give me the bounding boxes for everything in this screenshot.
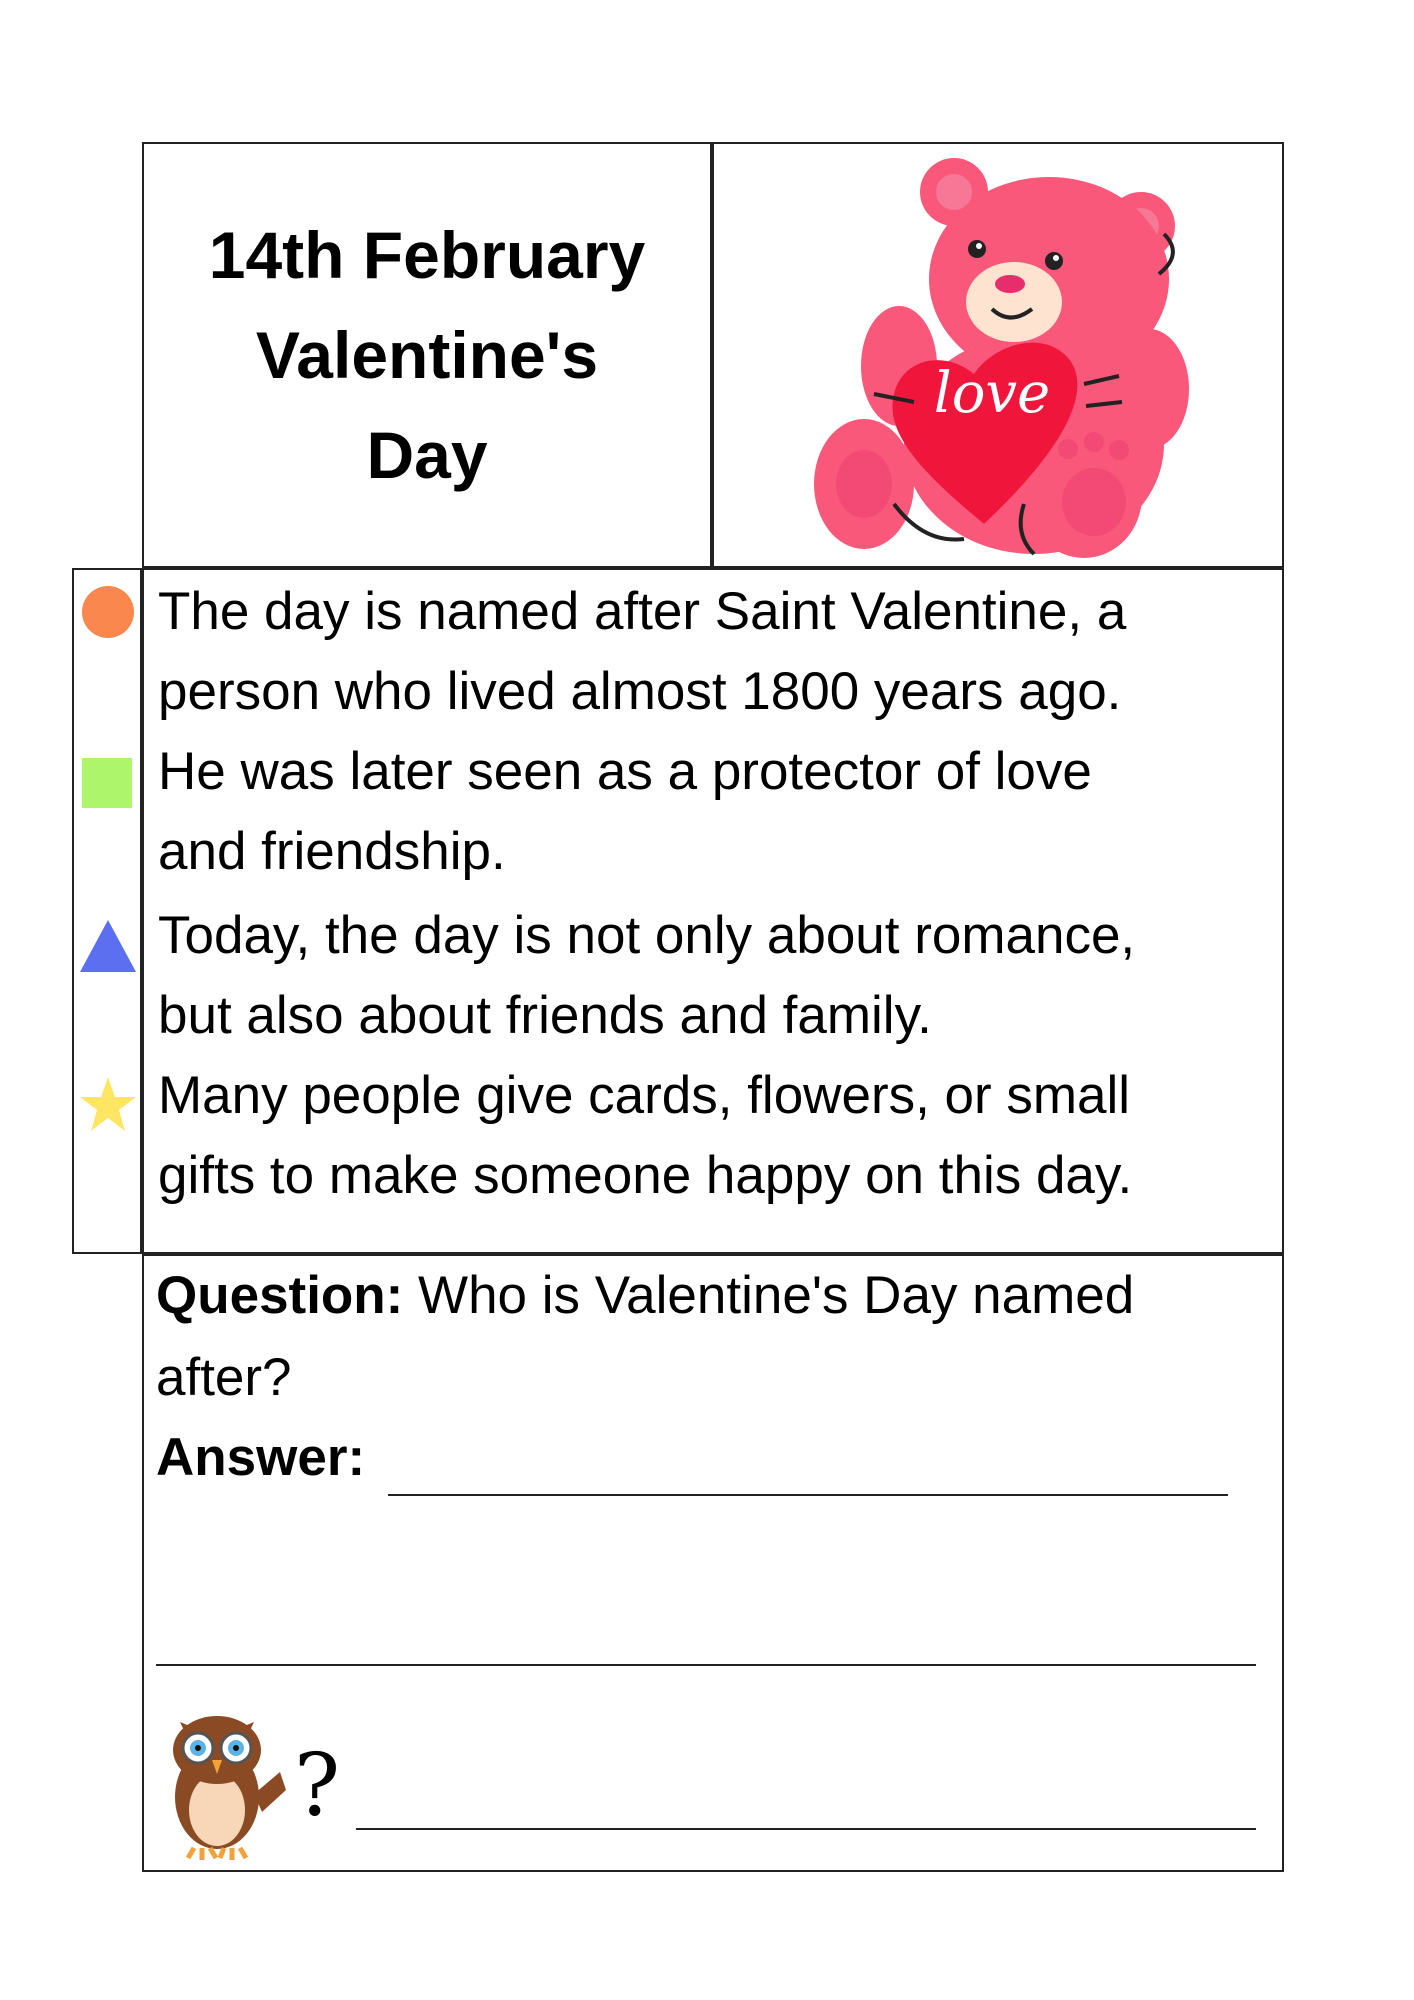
answer-line-1[interactable] xyxy=(388,1494,1228,1496)
question-label: Question: xyxy=(156,1266,404,1325)
question-line-cont: after? xyxy=(156,1348,292,1407)
orange-circle-icon xyxy=(78,582,138,642)
question-answer-cell xyxy=(142,1254,1284,1872)
title-cell xyxy=(142,142,712,568)
heart-text: love xyxy=(933,361,1051,426)
info-text-cell xyxy=(142,568,1284,1254)
title-line-2: Valentine's xyxy=(255,318,599,392)
symbol-column xyxy=(72,568,142,1254)
green-square-icon xyxy=(80,756,134,810)
answer-label: Answer: xyxy=(156,1428,366,1487)
owl-thumbs-up-icon xyxy=(162,1702,292,1862)
answer-line-2[interactable] xyxy=(156,1664,1256,1666)
answer-line-3[interactable] xyxy=(356,1828,1256,1830)
teddy-bear-with-heart-icon xyxy=(714,144,1282,566)
paragraph-3: Today, the day is not only about romance, but also about friends and family. xyxy=(158,906,1136,1045)
paragraph-4: Many people give cards, flowers, or small gifts to make someone happy on this day. xyxy=(158,1066,1133,1205)
page-title xyxy=(209,205,645,505)
blue-triangle-icon xyxy=(78,918,138,974)
title-line-1: 14th February xyxy=(208,218,646,292)
question-line xyxy=(156,1256,1134,1336)
paragraph-1: The day is named after Saint Valentine, a person who lived almost 1800 years ago. xyxy=(158,582,1127,721)
paragraph-2: He was later seen as a protector of love and friendship. xyxy=(158,742,1092,881)
yellow-star-icon xyxy=(77,1074,139,1136)
title-line-3: Day xyxy=(366,418,488,492)
image-cell xyxy=(712,142,1284,568)
question-text: Who is Valentine's Day named xyxy=(403,1266,1135,1325)
question-mark: ? xyxy=(294,1736,341,1836)
